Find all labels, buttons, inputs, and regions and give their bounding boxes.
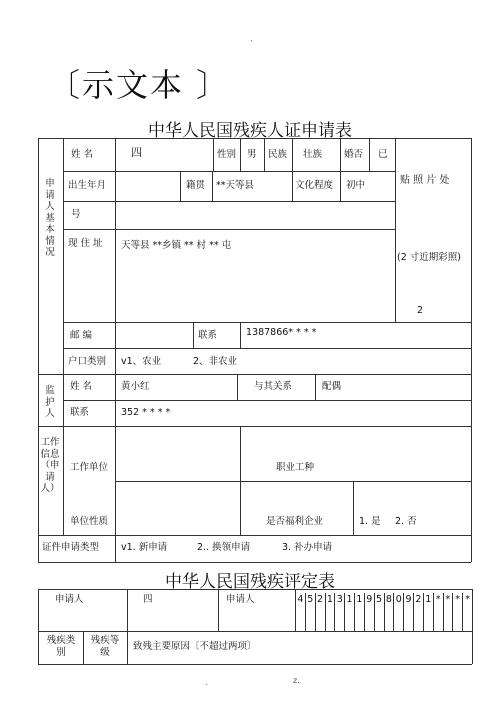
guardian-name-label: 姓 名 bbox=[70, 381, 93, 392]
id-digit: 2 bbox=[415, 594, 422, 605]
id-digit: 3 bbox=[336, 594, 343, 605]
footer-right-mark: z. bbox=[293, 676, 300, 685]
footer-left-mark: . bbox=[205, 678, 208, 687]
id-digit: 8 bbox=[385, 594, 392, 605]
welfare-label: 是否福利企业 bbox=[266, 516, 324, 527]
cert-type-label: 证件申请类型 bbox=[42, 542, 100, 553]
hukou-option-agri: v1、农业 bbox=[121, 356, 162, 367]
marital-value: 已 bbox=[378, 149, 388, 160]
contact-label: 联系 bbox=[198, 330, 218, 341]
guardian-contact-label: 联系 bbox=[70, 407, 90, 418]
contact-value: 1387866* * * * bbox=[246, 327, 317, 338]
id-digit: 5 bbox=[376, 594, 383, 605]
address-label: 现 住 址 bbox=[68, 238, 103, 249]
gender-label: 性别 bbox=[217, 149, 237, 160]
id-digit: 9 bbox=[405, 594, 412, 605]
hukou-label: 户口类别 bbox=[68, 356, 107, 367]
id-digit: 4 bbox=[297, 594, 304, 605]
applicant-value: 四 bbox=[143, 594, 153, 605]
id-digit: 1 bbox=[346, 594, 353, 605]
guardian-contact-value: 352 * * * * bbox=[121, 407, 171, 418]
address-value: 天等县 **乡镇 ** 村 ** 屯 bbox=[121, 240, 232, 251]
gender-value: 男 bbox=[247, 149, 257, 160]
marital-label: 婚否 bbox=[344, 149, 364, 160]
section-applicant-label: 申请人基本情况 bbox=[45, 178, 55, 258]
id-digit: 9 bbox=[366, 594, 373, 605]
work-unit-label: 工作单位 bbox=[70, 462, 109, 473]
welfare-yes: 1. 是 bbox=[359, 516, 381, 527]
native-label: 籍贯 bbox=[186, 180, 206, 191]
id-digit: 1 bbox=[356, 594, 363, 605]
disability-type-label: 残疾类别 bbox=[46, 635, 76, 658]
form2-title: 中华人民国残疾评定表 bbox=[165, 572, 335, 592]
applicant-label: 申请人 bbox=[55, 594, 84, 605]
id-digit: 5 bbox=[307, 594, 314, 605]
photo-number: 2 bbox=[417, 305, 424, 316]
sample-text-heading: 〔示文本 〕 bbox=[48, 66, 231, 104]
photo-note: (2 寸近期彩照) bbox=[397, 252, 461, 263]
id-digit: * bbox=[445, 594, 451, 605]
form1-title: 中华人民国残疾人证申请表 bbox=[148, 121, 352, 141]
name-label: 姓 名 bbox=[71, 149, 94, 160]
id-digit: 0 bbox=[395, 594, 402, 605]
native-value: **天等县 bbox=[216, 180, 255, 191]
unit-nature-label: 单位性质 bbox=[70, 516, 109, 527]
id-digit: * bbox=[455, 594, 461, 605]
cert-reissue: 3. 补办申请 bbox=[282, 542, 333, 553]
section-work-label: 工作信息（申请人） bbox=[40, 437, 60, 494]
id-digit: * bbox=[465, 594, 470, 605]
education-value: 初中 bbox=[346, 180, 366, 191]
applicant-id-label: 申请人 bbox=[226, 594, 255, 605]
ethnicity-value: 壮族 bbox=[303, 149, 323, 160]
ethnicity-label: 民族 bbox=[268, 149, 288, 160]
section-guardian-label: 监护人 bbox=[45, 385, 55, 419]
photo-label: 贴 照 片 处 bbox=[400, 175, 450, 186]
disability-cause-label: 致残主要原因〔不超过两项〕 bbox=[133, 641, 257, 652]
id-digit: 1 bbox=[425, 594, 432, 605]
cert-renew: 2.. 换领申请 bbox=[197, 542, 251, 553]
id-digit: 1 bbox=[326, 594, 333, 605]
relation-label: 与其关系 bbox=[254, 381, 293, 392]
postcode-label: 邮 编 bbox=[70, 330, 93, 341]
top-mark: . bbox=[250, 34, 253, 43]
relation-value: 配偶 bbox=[322, 381, 342, 392]
occupation-label: 职业工种 bbox=[276, 462, 315, 473]
name-value: 四 bbox=[131, 146, 142, 159]
id-digit: * bbox=[435, 594, 441, 605]
id-number-label: 号 bbox=[71, 209, 81, 220]
cert-new: v1. 新申请 bbox=[121, 542, 168, 553]
disability-level-label: 残疾等级 bbox=[90, 635, 120, 658]
birth-label: 出生年月 bbox=[68, 180, 107, 191]
education-label: 文化程度 bbox=[295, 180, 334, 191]
hukou-option-nonagri: 2、非农业 bbox=[193, 356, 238, 367]
guardian-name-value: 黄小红 bbox=[121, 381, 150, 392]
id-digit: 2 bbox=[317, 594, 324, 605]
welfare-no: 2. 否 bbox=[395, 516, 417, 527]
